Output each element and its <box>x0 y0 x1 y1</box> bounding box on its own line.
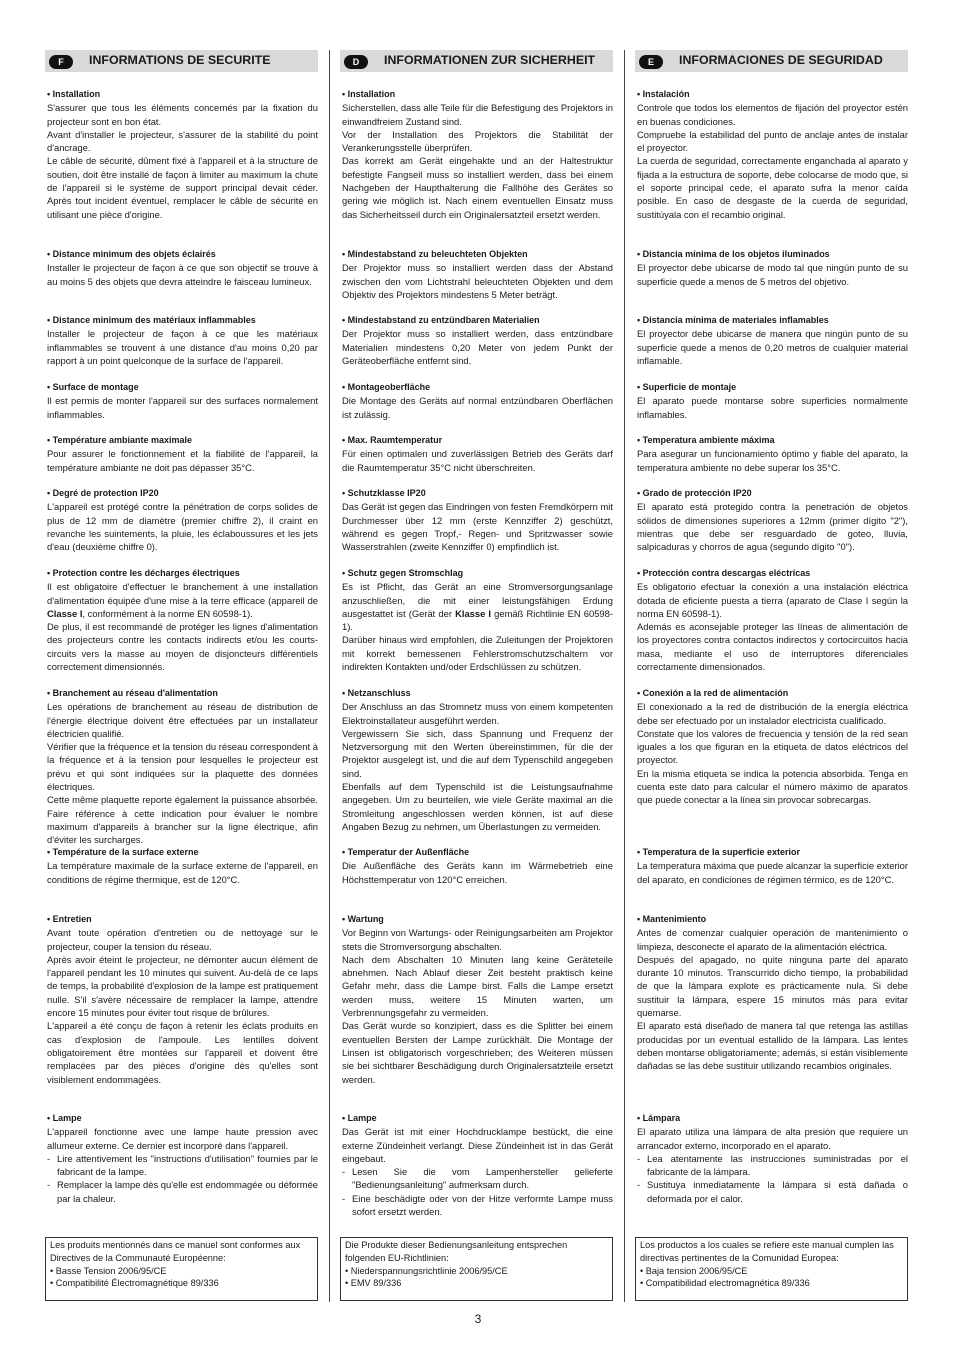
section-body: S'assurer que tous les éléments concernés par la fixation du projecteur sont en bon état. Avant d'installer le projecteur, s'assurer de la stabilité du point d'ancrage. Le câble de sécurité, dûment fixé à l'appareil et à la structure de soutien, doit être installé de façon à limiter au maximum la chute de l'appareil si le système de support principal devait céder. Après tout incident éventuel, remplacer le câble de sécurité en utilisant une pièce d'origine. <box>47 102 318 220</box>
section-body: L'appareil fonctionne avec une lampe haute pression avec allumeur externe. Ce dernier est incorporé dans l'appareil. <box>47 1126 318 1151</box>
body-bold: Klasse I <box>455 607 492 619</box>
note-item: • Compatibilité Électromagnétique 89/336 <box>50 1278 219 1289</box>
section-title: • Distance minimum des matériaux inflammables <box>47 315 256 325</box>
section-surface-temperature <box>47 846 318 886</box>
section-mounting-surface <box>342 381 613 421</box>
section-header <box>45 50 318 72</box>
section-title: • Lampe <box>47 1113 82 1123</box>
section-distance-objects <box>637 248 908 288</box>
section-title: • Montageoberfläche <box>342 382 431 392</box>
section-title: • Instalación <box>637 89 690 99</box>
section-body: Der Projektor muss so installiert werden, dass entzündbare Materialien mindestens 0,20 Meter von jedem Punkt der Geräteoberfläche entfernt sind. <box>342 328 613 366</box>
section-title: • Distancia mínima de los objetos iluminados <box>637 249 830 259</box>
section-title: • Installation <box>342 89 396 99</box>
list-item-text: Sustituya inmediatamente la lámpara si está dañada o deformada por el calor. <box>647 1179 908 1204</box>
section-body: Avant toute opération d'entretien ou de nettoyage sur le projecteur, couper la tension du réseau. Après avoir éteint le projecteur, ne démonter aucun élément de l'appareil pendant les 10 minutes qui suivent. Au-delà de ce laps de temps, la probabilité d'explosion de la lampe est pratiquement nulle. S'il s'avère nécessaire de remplacer la lampe, attendre encore 15 minutes pour éviter tout risque de brûlures. L'appareil a été conçu de façon à retenir les éclats produits en cas d'explosion de l'ampoule. Les lentilles doivent obligatoirement être montées sur l'appareil et doivent être remplacées par des pièces d'origine dès qu'elles sont visiblement endommagées. <box>47 927 318 1085</box>
body-text: Il est obligatoire d'effectuer le branchement à une installation d'alimentation équipée d'une mise à la terre efficace (appareil de <box>47 581 318 606</box>
section-electric-shock <box>342 567 613 673</box>
section-title: • Wartung <box>342 914 384 924</box>
section-surface-temperature <box>637 846 908 886</box>
section-maintenance <box>342 913 613 1086</box>
section-body: Sicherstellen, dass alle Teile für die Befestigung des Projektors in einwandfreiem Zustand sind. Vor der Installation des Projektors die Stabilität der Verankerungsstelle überprüfen. Das korrekt am Gerät eingehakte und an der Haltestruktur befestigte Fangseil muss so installiert werden, dass bei einem Nachgeben der Haupthalterung die Fallhöhe des Gerätes so gering wie möglich ist. Nach einem eventuellen Einsatz muss das Sicherheitsseil durch ein Originalersatzteil ersetzt werden. <box>342 102 613 220</box>
section-title: • Lámpara <box>637 1113 681 1123</box>
section-body: Antes de comenzar cualquier operación de mantenimiento o limpieza, desconecte el aparato de la alimentación eléctrica. Después del apagado, no quite ninguna parte del aparato durante 10 minutos. Transcurrido dicho tiempo, la probabilidad de que la lámpara explote es prácticamente nula. Si debe sustituir la lámpara, espere 15 minutos más para evitar quemarse. El aparato está diseñado de manera tal que retenga las astillas producidas por un eventual estallido de la lámpara. Las lentes deben montarse obligatoriamente; además, si están visiblemente dañadas se las debe sustituir utilizando recambios originales. <box>637 927 908 1072</box>
note-item: • Basse Tension 2006/95/CE <box>50 1265 167 1276</box>
section-body: Die Außenfläche des Geräts kann im Wärmebetrieb eine Höchsttemperatur von 120°C erreichen. <box>342 860 613 885</box>
section-title: • Degré de protection IP20 <box>47 488 159 498</box>
section-title: • Netzanschluss <box>342 688 411 698</box>
section-body: La température maximale de la surface externe de l'appareil, en conditions de régime thermique, est de 120°C. <box>47 860 318 885</box>
column-french <box>45 50 318 1302</box>
note-intro: Los productos a los cuales se refiere este manual cumplen las directivas pertinentes de la Comunidad Europea: <box>640 1240 894 1263</box>
section-installation <box>47 88 318 221</box>
column-divider <box>329 50 330 1302</box>
page-number: 3 <box>474 1312 482 1326</box>
section-ambient-temperature <box>342 434 613 474</box>
lamp-list-item: - Eine beschädigte oder von der Hitze verformte Lampe muss sofort ersetzt werden. <box>342 1192 613 1218</box>
section-title: • Surface de montage <box>47 382 139 392</box>
section-title: • Temperatura de la superficie exterior <box>637 847 801 857</box>
section-surface-temperature <box>342 846 613 886</box>
section-body: El proyector debe ubicarse de manera que ningún punto de su superficie quede a menos de 0,20 metros de cualquier material inflamable. <box>637 328 908 366</box>
section-body: Para asegurar un funcionamiento óptimo y fiable del aparato, la temperatura ambiente no debe superar los 35°C. <box>637 448 908 473</box>
section-title: • Entretien <box>47 914 92 924</box>
section-body: Für einen optimalen und zuverlässigen Betrieb des Geräts darf die Raumtemperatur 35°C nicht überschreiten. <box>342 448 613 473</box>
section-body: Das Gerät ist mit einer Hochdrucklampe bestückt, die eine externe Zündeinheit verlangt. Diese Zündeinheit ist in das Gerät eingebaut. <box>342 1126 613 1164</box>
lamp-list-item: - Sustituya inmediatamente la lámpara si está dañada o deformada por el calor. <box>637 1179 908 1204</box>
section-electric-shock <box>47 567 318 673</box>
compliance-note <box>340 1237 613 1301</box>
section-title: • Max. Raumtemperatur <box>342 435 443 445</box>
section-body: Die Montage des Geräts auf normal entzündbaren Oberflächen ist zulässig. <box>342 395 613 420</box>
compliance-note <box>635 1237 908 1301</box>
column-title: INFORMATIONEN ZUR SICHERHEIT <box>384 53 596 67</box>
section-body: El aparato puede montarse sobre superficies normalmente inflamables. <box>637 395 908 420</box>
section-ip20 <box>637 487 908 553</box>
note-item: • EMV 89/336 <box>345 1278 402 1289</box>
section-body: Controle que todos los elementos de fijación del proyector estén en buenas condiciones. Compruebe la estabilidad del punto de anclaje antes de instalar el proyector. La cuerda de seguridad, correctamente enganchada al aparato y fijada a la estructura de soporte, debe colocarse de modo que, si el soporte principal cede, el aparato sufra la menor caída posible. En caso de desgaste de la cuerda de seguridad, sustitúyala con el recambio original. <box>637 102 908 220</box>
section-mains-connection <box>637 687 908 807</box>
section-body: Der Anschluss an das Stromnetz muss von einem kompetenten Elektroinstallateur ausgeführt werden. Vergewissern Sie sich, dass Spannung und Frequenz der Netzversorgung mit den Werten übereinstimmen, für die der Projektor ausgelegt ist, und die auf dem Typenschild angegeben sind. Ebenfalls auf dem Typenschild ist die Leistungsaufnahme angegeben. Um zu beurteilen, wie viele Geräte maximal an die Stromleitung angeschlossen werden können, ist auf diese Angaben Bezug zu nehmen, um Überlastungen zu vermeiden. <box>342 701 613 832</box>
section-distance-flammable <box>342 314 613 367</box>
section-lamp <box>47 1112 318 1205</box>
section-body: El aparato utiliza una lámpara de alta presión que requiere un arrancador externo, incorporado en el aparato. <box>637 1126 908 1151</box>
lamp-list-item: - Lea atentamente las instrucciones suministradas por el fabricante de la lámpara. <box>637 1152 908 1178</box>
section-title: • Mindestabstand zu beleuchteten Objekten <box>342 249 528 259</box>
section-body: Das Gerät ist gegen das Eindringen von festen Fremdkörpern mit Durchmesser über 12 mm (erste Kennziffer 2) geschützt, während es gegen Tropf,- Regen- und Spritzwasser sowie Wasserstrahlen (zweite Kennziffer 0) empfindlich ist. <box>342 501 613 553</box>
section-title: • Temperatur der Außenfläche <box>342 847 470 857</box>
lamp-list-item: - Lesen Sie die vom Lampenhersteller gelieferte "Bedienungsanleitung" aufmerksam durch. <box>342 1166 613 1191</box>
language-badge: E <box>639 55 663 69</box>
section-body: Der Projektor muss so installiert werden dass der Abstand zwischen den vom Lichtstrahl beleuchteten Objekten und dem Objektiv des Projektors mindestens 5 Meter beträgt. <box>342 262 613 300</box>
section-header <box>635 50 908 72</box>
section-installation <box>637 88 908 221</box>
section-body: Vor Beginn von Wartungs- oder Reinigungsarbeiten am Projektor stets die Stromversorgung abschalten. Nach dem Abschalten 10 Minuten lang keine Geräteteile abnehmen. Nach Ablauf dieser Zeit besteht praktisch keine Gefahr mehr, dass die Lampe birst. Falls die Lampe ersetzt werden muss, weitere 15 Minuten warten, um Verbrennungsgefahr zu vermeiden. Das Gerät wurde so konzipiert, dass es die Splitter bei einem eventuellen Bersten der Lampe zurückhält. Die Montage der Linsen ist obligatorisch vorgeschrieben; des Weiteren müssen sie bei sichtbarer Beschädigung durch Originalersatzteile ersetzt werden. <box>342 927 613 1085</box>
note-item: • Niederspannungsrichtlinie 2006/95/CE <box>345 1265 508 1276</box>
section-lamp <box>637 1112 908 1205</box>
section-title: • Protección contra descargas eléctricas <box>637 568 811 578</box>
section-body: El conexionado a la red de distribución de la energía eléctrica debe ser efectuado por un instalador electricista cualificado. Constate que los valores de frecuencia y tensión de la red sean iguales a los que figuran en la etiqueta de datos eléctricos del proyector. En la misma etiqueta se indica la potencia absorbida. Tenga en cuenta este dato para calcular el número máximo de aparatos que puede conectar a la línea sin provocar sobrecargas. <box>637 701 908 806</box>
section-title: • Distance minimum des objets éclairés <box>47 249 216 259</box>
body-bold: Classe I <box>47 607 83 619</box>
section-distance-flammable <box>637 314 908 367</box>
note-intro: Die Produkte dieser Bedienungsanleitung entsprechen folgenden EU-Richtlinien: <box>345 1240 568 1263</box>
section-mains-connection <box>47 687 318 847</box>
section-title: • Température ambiante maximale <box>47 435 193 445</box>
section-body: Installer le projecteur de façon à ce que son objectif se trouve à au moins 5 des objets que devra atteindre le faisceau lumineux. <box>47 262 318 287</box>
section-title: • Schutzklasse IP20 <box>342 488 426 498</box>
list-item-text: Lea atentamente las instrucciones suministradas por el fabricante de la lámpara. <box>647 1152 908 1178</box>
section-body: Installer le projecteur de façon à ce que les matériaux inflammables se trouvent à une distance d'au moins 0,20 par rapport à un point quelconque de la surface de l'appareil. <box>47 328 318 366</box>
section-installation <box>342 88 613 221</box>
section-body: La temperatura máxima que puede alcanzar la superficie exterior del aparato, en condiciones de régimen térmico, es de 120°C. <box>637 860 908 885</box>
note-item: • Compatibilidad electromagnética 89/336 <box>640 1278 810 1289</box>
section-title: • Conexión a la red de alimentación <box>637 688 789 698</box>
section-title: • Protection contre les décharges électriques <box>47 568 240 578</box>
section-body: Les opérations de branchement au réseau de distribution de l'énergie électrique doivent être effectuées par un installateur électricien qualifié. Vérifier que la fréquence et la tension du réseau correspondent à la fréquence et à la tension pour lesquelles le projecteur est prévu et qui sont indiquées sur la plaquette des données électriques. Cette même plaquette reporte également la puissance absorbée. Faire référence à cette indication pour évaluer le nombre maximum d'appareils à brancher sur la ligne électrique, afin d'éviter les surcharges. <box>47 701 318 846</box>
lamp-list-item: - Lire attentivement les "instructions d'utilisation" fournies par le fabricant de la lampe. <box>47 1152 318 1178</box>
list-item-text: Eine beschädigte oder von der Hitze verformte Lampe muss sofort ersetzt werden. <box>352 1192 613 1218</box>
column-title: INFORMATIONS DE SECURITE <box>89 53 271 67</box>
section-electric-shock <box>637 567 908 673</box>
body-text: , conformément à la norme EN 60598-1). De plus, il est recommandé de protéger les lignes d'alimentation des projecteurs contre les contacts indirects et/ou les courts-circuits vers la masse au moyen de disjoncteurs différentiels correctement dimensionnés. <box>47 607 318 673</box>
section-title: • Installation <box>47 89 101 99</box>
column-title: INFORMACIONES DE SEGURIDAD <box>679 53 883 67</box>
language-badge: F <box>49 55 73 69</box>
list-item-text: Remplacer la lampe dès qu'elle est endommagée ou déformée par la chaleur. <box>57 1179 318 1204</box>
section-title: • Mindestabstand zu entzündbaren Materialien <box>342 315 540 325</box>
section-body: Es obligatorio efectuar la conexión a una instalación eléctrica dotada de eficiente puesta a tierra (aparato de Clase I según la norma EN 60598-1). Además es aconsejable proteger las líneas de alimentación de los proyectores contra contactos indirectos y cortocircuitos hacia masa, mediante el uso de interruptores diferenciales correctamente dimensionados. <box>637 581 908 673</box>
section-lamp <box>342 1112 613 1218</box>
lamp-list-item: - Remplacer la lampe dès qu'elle est endommagée ou déformée par la chaleur. <box>47 1179 318 1204</box>
language-badge: D <box>344 55 368 69</box>
section-ip20 <box>47 487 318 553</box>
section-distance-objects <box>342 248 613 301</box>
section-ambient-temperature <box>47 434 318 474</box>
section-mounting-surface <box>637 381 908 421</box>
section-body <box>342 580 613 673</box>
section-distance-objects <box>47 248 318 288</box>
section-body: El proyector debe ubicarse de modo tal que ningún punto de su superficie quede a menos de 5 metros del objetivo. <box>637 262 908 287</box>
section-body: L'appareil est protégé contre la pénétration de corps solides de plus de 12 mm de diamètre (premier chiffre 2), il craint en revanche les suintements, la pluie, les éclaboussures et les jets d'eau (deuxième chiffre 0). <box>47 501 318 553</box>
section-title: • Distancia mínima de materiales inflamables <box>637 315 829 325</box>
section-title: • Température de la surface externe <box>47 847 199 857</box>
column-divider <box>624 50 625 1302</box>
section-mains-connection <box>342 687 613 833</box>
body-text: Es ist Pflicht, das Gerät an eine Stromversorgungsanlage anzuschließen, die mit einer leistungsfähigen Erdung ausgestattet ist (Gerät der <box>342 581 613 619</box>
section-title: • Superficie de montaje <box>637 382 737 392</box>
section-mounting-surface <box>47 381 318 421</box>
list-item-text: Lesen Sie die vom Lampenhersteller gelieferte "Bedienungsanleitung" aufmerksam durch. <box>352 1166 613 1191</box>
column-spanish <box>635 50 908 1302</box>
section-maintenance <box>47 913 318 1086</box>
section-ambient-temperature <box>637 434 908 474</box>
column-german <box>340 50 613 1302</box>
section-body <box>47 580 318 673</box>
note-item: • Baja tension 2006/95/CE <box>640 1265 748 1276</box>
section-title: • Mantenimiento <box>637 914 707 924</box>
section-body: El aparato está protegido contra la penetración de objetos sólidos de dimensiones superiores a 12mm (primer dígito "2"), mientras que debe ser resguardado de goteo, lluvia, salpicaduras y chorros de agua (segundo dígito "0"). <box>637 501 908 553</box>
section-body: Pour assurer le fonctionnement et la fiabilité de l'appareil, la température ambiante ne doit pas dépasser 35°C. <box>47 448 318 473</box>
section-title: • Branchement au réseau d'alimentation <box>47 688 218 698</box>
section-title: • Grado de protección IP20 <box>637 488 752 498</box>
section-distance-flammable <box>47 314 318 367</box>
section-title: • Schutz gegen Stromschlag <box>342 568 464 578</box>
compliance-note <box>45 1237 318 1301</box>
section-header <box>340 50 613 72</box>
list-item-text: Lire attentivement les "instructions d'utilisation" fournies par le fabricant de la lampe. <box>57 1152 318 1178</box>
section-title: • Lampe <box>342 1113 377 1123</box>
section-ip20 <box>342 487 613 553</box>
section-body: Il est permis de monter l'appareil sur des surfaces normalement inflammables. <box>47 395 318 420</box>
section-maintenance <box>637 913 908 1073</box>
note-intro: Les produits mentionnés dans ce manuel sont conformes aux Directives de la Communauté Européenne: <box>50 1240 301 1263</box>
body-text: gemäß Richtlinie EN 60598-1). Darüber hinaus wird empfohlen, die Zuleitungen der Projektoren mit korrekt bemessenen Fehlerstromschutzschaltern vor indirekten Kontakten und/oder Erdschlüssen zu schützen. <box>342 607 613 673</box>
section-title: • Temperatura ambiente máxima <box>637 435 775 445</box>
